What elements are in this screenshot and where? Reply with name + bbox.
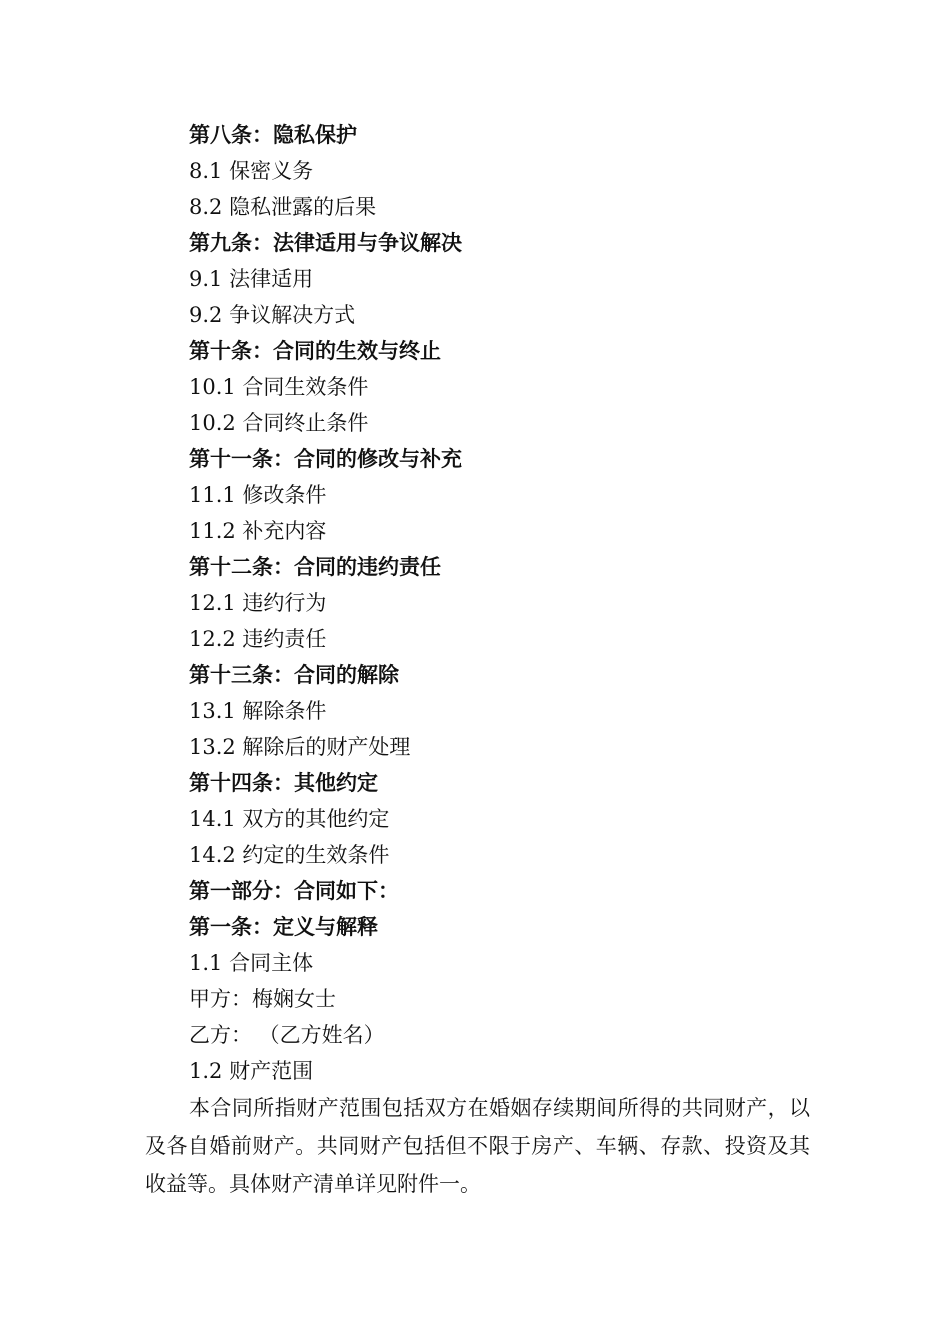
clause-item: 8.2 隐私泄露的后果: [189, 195, 377, 219]
clause-heading: 第十二条：合同的违约责任: [189, 554, 441, 579]
clause-item: 甲方：梅娴女士: [189, 987, 336, 1011]
clause-item: 乙方： （乙方姓名）: [189, 1023, 385, 1047]
clause-heading: 第十一条：合同的修改与补充: [189, 446, 462, 471]
clause-item: 13.1 解除条件: [189, 699, 327, 723]
clause-item: 10.1 合同生效条件: [189, 375, 369, 399]
clause-item: 9.2 争议解决方式: [189, 303, 356, 327]
clause-heading: 第一条：定义与解释: [189, 914, 378, 939]
clause-item: 13.2 解除后的财产处理: [189, 735, 411, 759]
document-body: [145, 117, 835, 1224]
clause-heading: 第十条：合同的生效与终止: [189, 338, 441, 363]
clause-heading: 第一部分：合同如下：: [189, 878, 399, 903]
clause-item: 1.1 合同主体: [189, 951, 314, 975]
property-scope-paragraph: 本合同所指财产范围包括双方在婚姻存续期间所得的共同财产，以及各自婚前财产。共同财产包括但不限于房产、车辆、存款、投资及其收益等。具体财产清单详见附件一。: [145, 1096, 810, 1196]
clause-item: 9.1 法律适用: [189, 267, 314, 291]
clause-heading: 第十四条：其他约定: [189, 770, 378, 795]
clause-item: 10.2 合同终止条件: [189, 411, 369, 435]
clause-list: [145, 117, 835, 1089]
clause-item: 14.1 双方的其他约定: [189, 807, 390, 831]
clause-item: 1.2 财产范围: [189, 1059, 314, 1083]
clause-item: 11.1 修改条件: [189, 483, 327, 507]
clause-item: 12.1 违约行为: [189, 591, 327, 615]
clause-item: 14.2 约定的生效条件: [189, 843, 390, 867]
clause-item: 8.1 保密义务: [189, 159, 314, 183]
clause-item: 12.2 违约责任: [189, 627, 327, 651]
clause-item: 11.2 补充内容: [189, 519, 327, 543]
clause-heading: 第九条：法律适用与争议解决: [189, 230, 462, 255]
clause-heading: 第八条：隐私保护: [189, 122, 357, 147]
clause-heading: 第十三条：合同的解除: [189, 662, 399, 687]
